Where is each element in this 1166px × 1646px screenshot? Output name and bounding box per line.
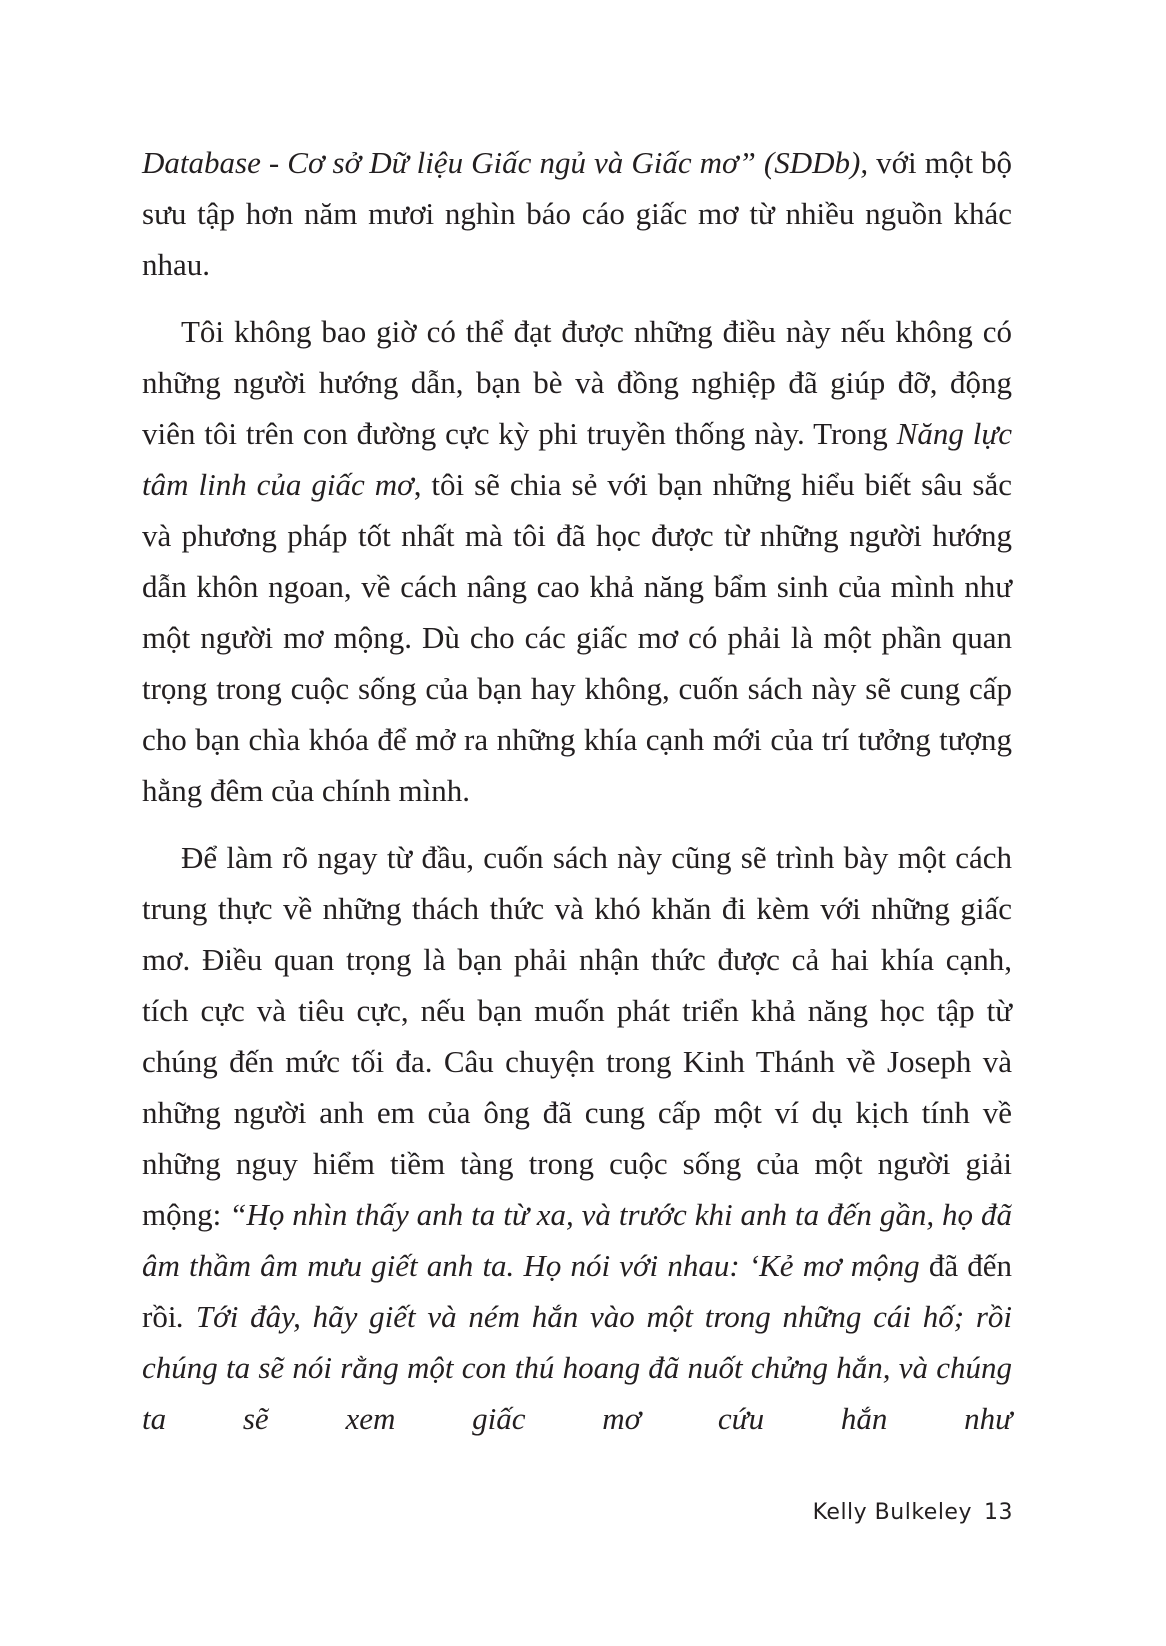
paragraph-3-text: Để làm rõ ngay từ đầu, cuốn sách này cũng sẽ trình bày một cách trung thực về những thách thức và khó khăn đi kèm với những giấc mơ. Điều quan trọng là bạn phải nhận thức được cả hai khía cạnh, tích cực và tiêu cực, nếu bạn muốn phát triển khả năng học tập từ chúng đến mức tối đa. Câu chuyện trong Kinh Thánh về Joseph và những người anh em của ông đã cung cấp một ví dụ kịch tính về những nguy hiểm tiềm tàng trong cuộc sống của một người giải mộng: — [142, 840, 1012, 1232]
footer-author: Kelly Bulkeley — [812, 1500, 972, 1525]
book-title: Năng lực tâm linh của giấc mơ — [142, 416, 1012, 502]
quote-part-1: “Họ nhìn thấy anh ta từ xa, và trước khi anh ta đến gần, họ đã âm thầm âm mưu giết anh ta. Họ nói với nhau: ‘Kẻ mơ mộng — [142, 1197, 1012, 1283]
page-footer — [813, 1500, 1013, 1525]
paragraph-2 — [142, 306, 1012, 816]
paragraph-1-text: với một bộ sưu tập hơn năm mươi nghìn báo cáo giấc mơ từ nhiều nguồn khác nhau. — [142, 145, 1012, 282]
quote-upright: đã đến rồi — [142, 1248, 1012, 1334]
quote-part-2: . Tới đây, hãy giết và ném hắn vào một trong những cái hố; rồi chúng ta sẽ nói rằng một con thú hoang đã nuốt chửng hắn, và chúng ta sẽ xem giấc mơ cứu hắn như — [142, 1299, 1012, 1436]
paragraph-2-text-before-title: Tôi không bao giờ có thể đạt được những điều này nếu không có những người hướng dẫn, bạn bè và đồng nghiệp đã giúp đỡ, động viên tôi trên con đường cực kỳ phi truyền thống này. Trong — [142, 314, 1012, 451]
paragraph-1-italic-lead: Database - Cơ sở Dữ liệu Giấc ngủ và Giấc mơ” (SDDb), — [142, 145, 869, 180]
paragraph-2-text-after-title: , tôi sẽ chia sẻ với bạn những hiểu biết sâu sắc và phương pháp tốt nhất mà tôi đã học được từ những người hướng dẫn khôn ngoan, về cách nâng cao khả năng bẩm sinh của mình như một người mơ mộng. Dù cho các giấc mơ có phải là một phần quan trọng trong cuộc sống của bạn hay không, cuốn sách này sẽ cung cấp cho bạn chìa khóa để mở ra những khía cạnh mới của trí tưởng tượng hằng đêm của chính mình. — [142, 467, 1012, 808]
paragraph-3 — [142, 832, 1012, 1444]
page-number: 13 — [984, 1500, 1013, 1525]
body-text — [142, 137, 1012, 1460]
paragraph-1 — [142, 137, 1012, 290]
